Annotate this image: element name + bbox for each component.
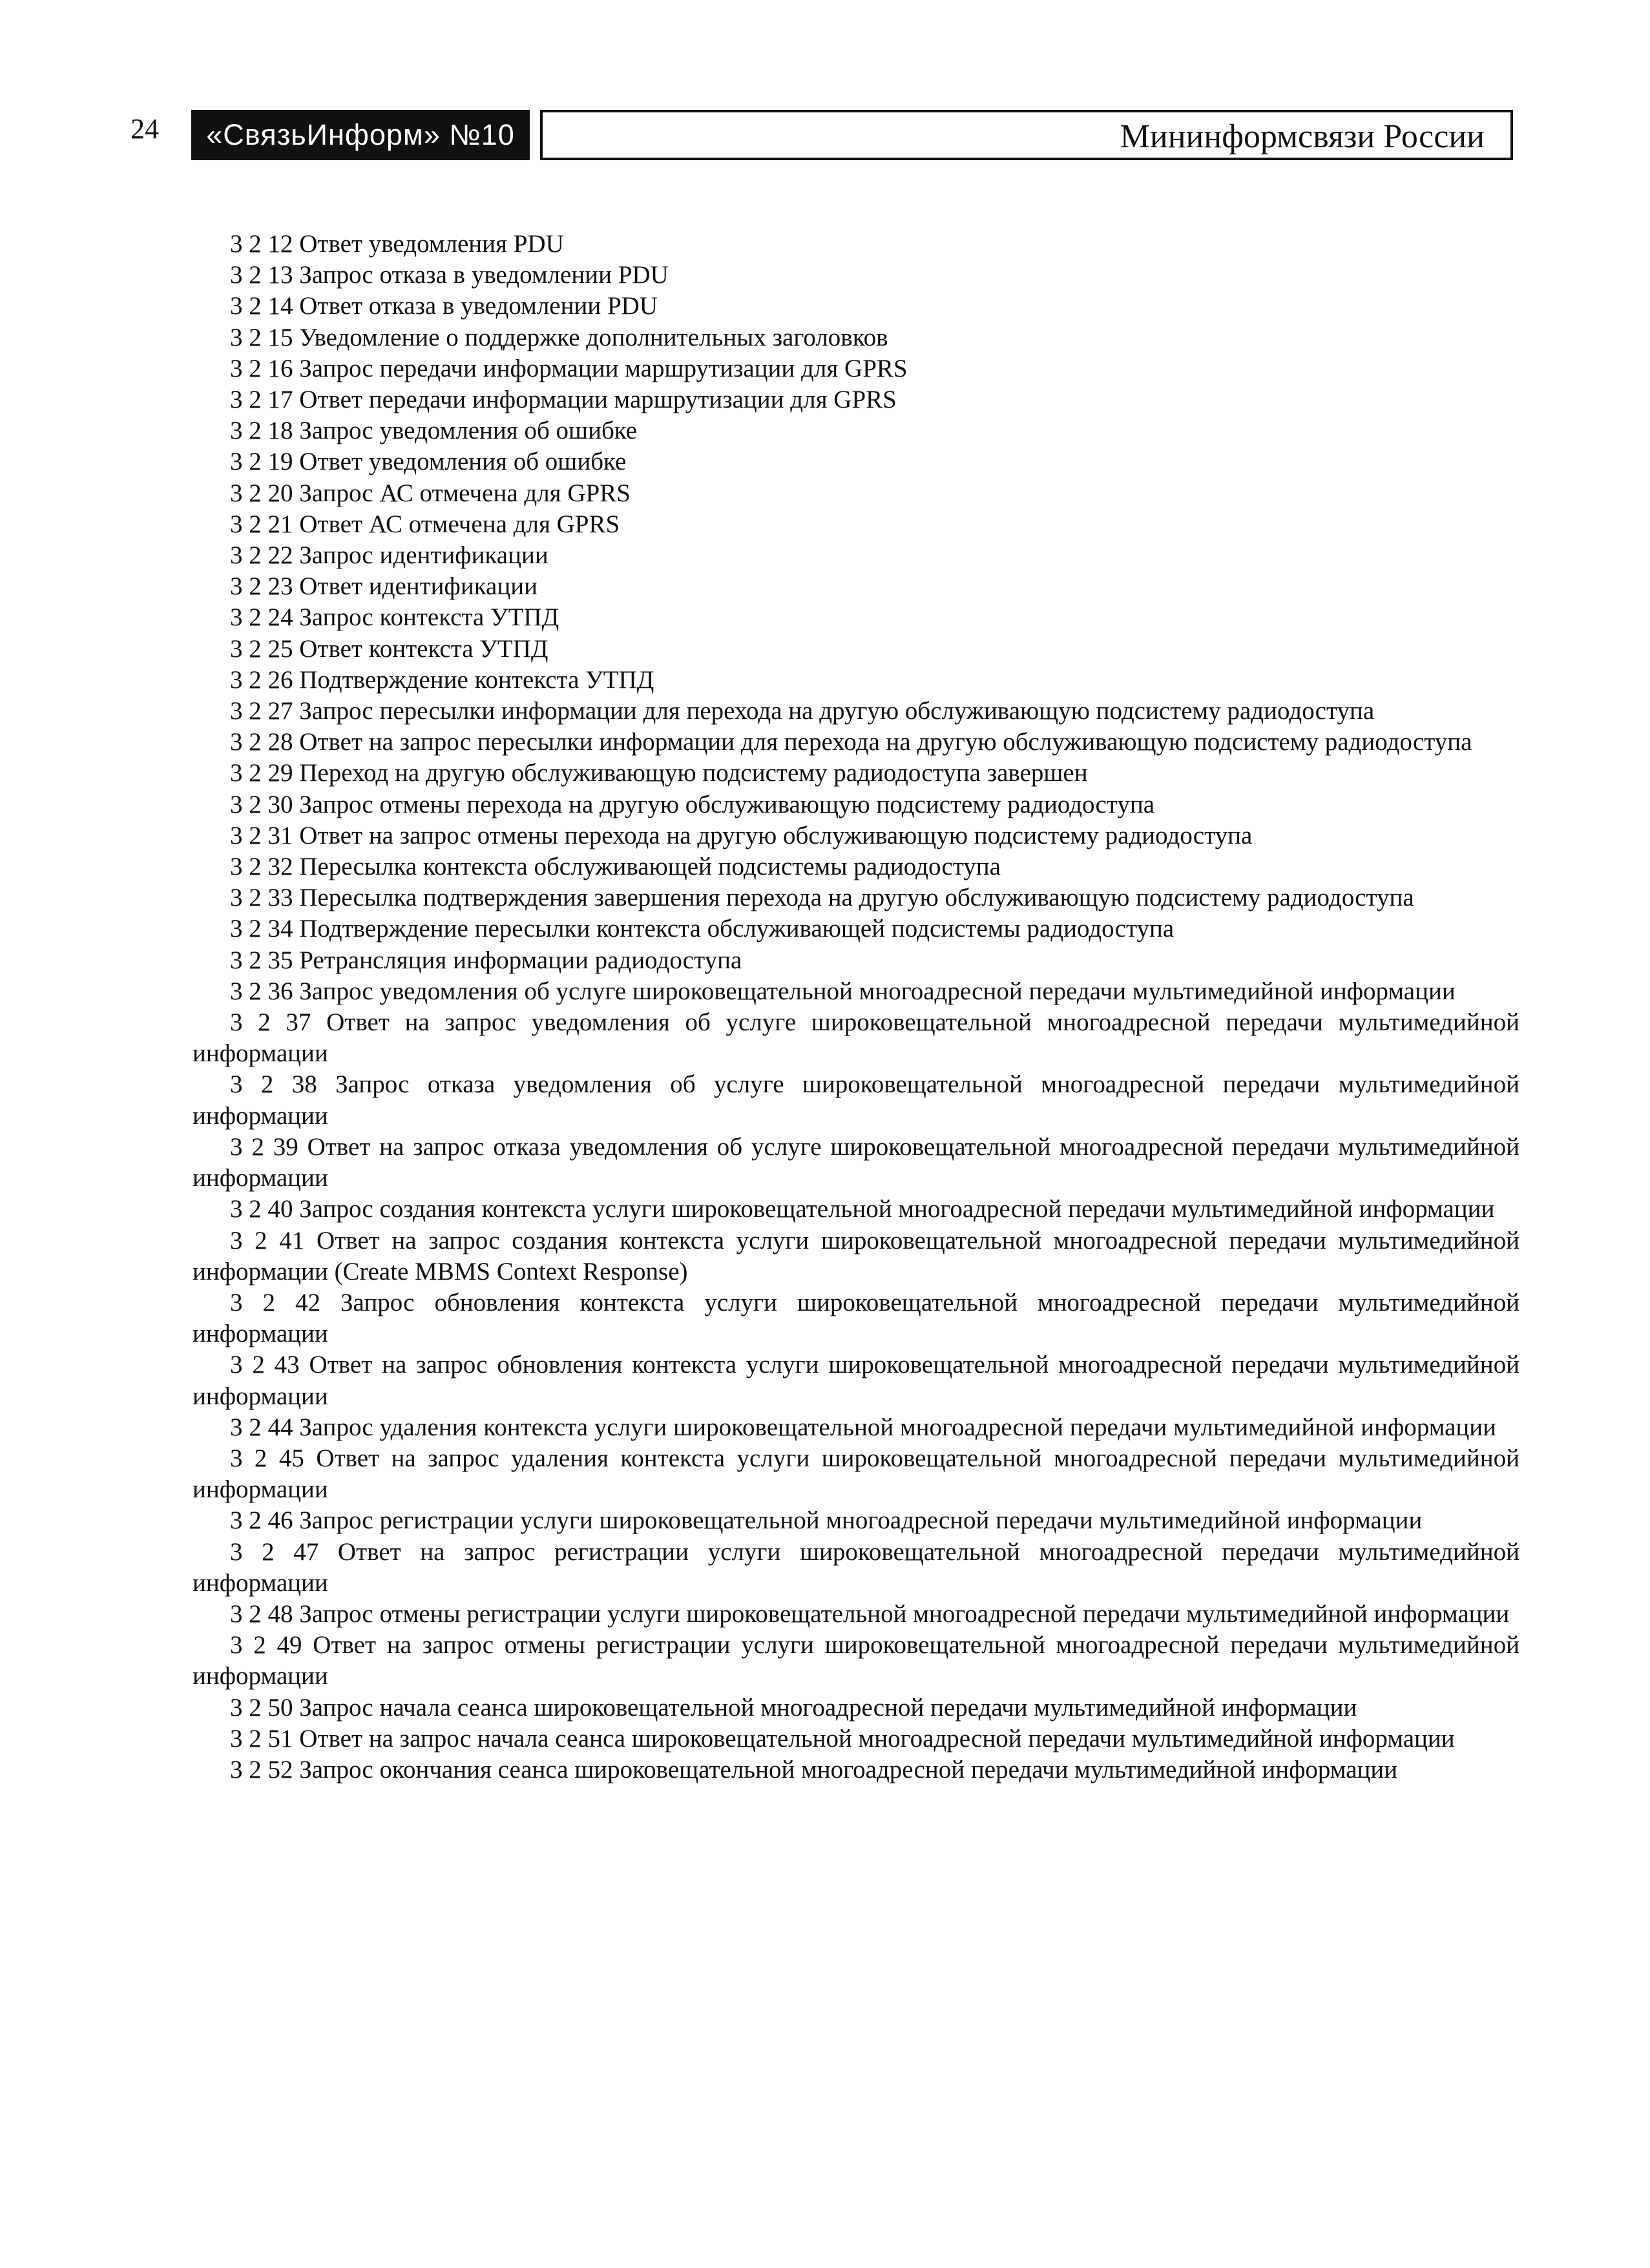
list-item — [193, 602, 1519, 633]
item-number: 3 2 49 — [230, 1631, 302, 1659]
list-item — [193, 260, 1519, 291]
item-text: Запрос отмены перехода на другую обслуживающую подсистему радиодоступа — [299, 790, 1155, 818]
list-item — [193, 229, 1519, 260]
item-number: 3 2 33 — [230, 884, 293, 912]
item-text: Ответ на запрос обновления контекста услуги широковещательной многоадресной передачи мультимедийной информации — [193, 1351, 1520, 1410]
list-item — [193, 353, 1519, 384]
list-item — [193, 945, 1519, 976]
list-item — [193, 1599, 1519, 1630]
list-item — [193, 1069, 1519, 1131]
item-number: 3 2 38 — [230, 1070, 317, 1099]
item-text: Ответ контекста УТПД — [299, 634, 548, 663]
item-text: Запрос начала сеанса широковещательной многоадресной передачи мультимедийной информации — [299, 1693, 1357, 1722]
list-item — [193, 1692, 1519, 1723]
item-text: Ответ отказа в уведомлении PDU — [299, 292, 658, 320]
list-item — [193, 1225, 1519, 1287]
item-number: 3 2 36 — [230, 977, 293, 1005]
list-item — [193, 478, 1519, 509]
item-number: 3 2 13 — [230, 261, 293, 289]
item-number: 3 2 15 — [230, 323, 293, 351]
list-item — [193, 727, 1519, 758]
item-text: Запрос обновления контекста услуги широковещательной многоадресной передачи мультимедийной информации — [193, 1288, 1520, 1348]
item-text: Ретрансляция информации радиодоступа — [299, 946, 742, 974]
item-number: 3 2 46 — [230, 1506, 293, 1535]
list-item — [193, 322, 1519, 353]
list-item — [193, 696, 1519, 727]
item-text: Запрос удаления контекста услуги широковещательной многоадресной передачи мультимедийной информации — [299, 1413, 1497, 1441]
item-text: Запрос пересылки информации для перехода на другую обслуживающую подсистему радиодоступа — [299, 697, 1375, 725]
item-text: Уведомление о поддержке дополнительных заголовков — [299, 323, 888, 351]
item-text: Ответ передачи информации маршрутизации для GPRS — [299, 386, 897, 414]
item-text: Ответ уведомления об ошибке — [299, 448, 627, 476]
item-number: 3 2 23 — [230, 572, 293, 601]
item-number: 3 2 42 — [230, 1288, 320, 1316]
journal-title-badge: «СвязьИнформ» №10 — [191, 110, 530, 160]
item-number: 3 2 20 — [230, 479, 293, 507]
item-number: 3 2 51 — [230, 1724, 293, 1753]
list-item — [193, 1443, 1519, 1505]
item-text: Ответ на запрос уведомления об услуге широковещательной многоадресной передачи мультимедийной информации — [193, 1008, 1520, 1068]
item-text: Ответ на запрос начала сеанса широковещательной многоадресной передачи мультимедийной информации — [299, 1724, 1455, 1753]
item-text: Ответ на запрос удаления контекста услуги широковещательной многоадресной передачи мультимедийной информации — [193, 1444, 1520, 1504]
item-number: 3 2 27 — [230, 697, 293, 725]
page-number: 24 — [131, 113, 159, 145]
item-number: 3 2 22 — [230, 541, 293, 570]
item-number: 3 2 52 — [230, 1755, 293, 1784]
item-number: 3 2 32 — [230, 853, 293, 881]
item-number: 3 2 12 — [230, 230, 293, 258]
item-number: 3 2 37 — [230, 1008, 311, 1037]
item-text: Пересылка подтверждения завершения перехода на другую обслуживающую подсистему радиодоступа — [299, 884, 1414, 912]
item-number: 3 2 16 — [230, 354, 293, 382]
item-number: 3 2 35 — [230, 946, 293, 974]
list-item — [193, 1287, 1519, 1349]
item-number: 3 2 40 — [230, 1195, 293, 1223]
item-text: Ответ уведомления PDU — [299, 230, 564, 258]
item-number: 3 2 18 — [230, 417, 293, 445]
section-list — [193, 229, 1519, 1785]
item-text: Ответ идентификации — [299, 572, 538, 601]
list-item — [193, 758, 1519, 789]
header-frame — [540, 110, 1513, 160]
list-item — [193, 665, 1519, 696]
item-text: Подтверждение контекста УТПД — [299, 665, 654, 694]
item-number: 3 2 50 — [230, 1693, 293, 1722]
list-item — [193, 851, 1519, 882]
list-item — [193, 634, 1519, 665]
item-text: Запрос контекста УТПД — [299, 603, 559, 632]
list-item — [193, 1194, 1519, 1225]
item-number: 3 2 28 — [230, 728, 293, 756]
item-text: Запрос окончания сеанса широковещательной многоадресной передачи мультимедийной информации — [299, 1755, 1398, 1784]
item-text: Переход на другую обслуживающую подсистему радиодоступа завершен — [299, 759, 1088, 787]
item-number: 3 2 24 — [230, 603, 293, 632]
item-number: 3 2 48 — [230, 1599, 293, 1628]
item-text: Запрос отмены регистрации услуги широковещательной многоадресной передачи мультимедийной информации — [299, 1599, 1510, 1628]
item-text: Запрос идентификации — [299, 541, 548, 570]
item-text: Запрос отказа уведомления об услуге широковещательной многоадресной передачи мультимедийной информации — [193, 1070, 1520, 1130]
item-text: Запрос регистрации услуги широковещательной многоадресной передачи мультимедийной информации — [299, 1506, 1423, 1535]
item-number: 3 2 29 — [230, 759, 293, 787]
list-item — [193, 571, 1519, 602]
item-number: 3 2 14 — [230, 292, 293, 320]
list-item — [193, 446, 1519, 477]
list-item — [193, 384, 1519, 415]
ministry-title: Мининформсвязи России — [1120, 118, 1485, 155]
item-number: 3 2 17 — [230, 386, 293, 414]
list-item — [193, 509, 1519, 540]
item-text: Ответ на запрос создания контекста услуги широковещательной многоадресной передачи мультимедийной информации (Create MBMS Context Response) — [193, 1226, 1520, 1285]
item-number: 3 2 19 — [230, 448, 293, 476]
list-item — [193, 976, 1519, 1007]
list-item — [193, 1505, 1519, 1536]
list-item — [193, 1132, 1519, 1194]
item-text: Ответ на запрос отмены регистрации услуги широковещательной многоадресной передачи мультимедийной информации — [193, 1631, 1520, 1691]
item-text: Запрос уведомления об ошибке — [299, 417, 638, 445]
item-text: Запрос передачи информации маршрутизации для GPRS — [299, 354, 908, 382]
item-number: 3 2 31 — [230, 821, 293, 849]
list-item — [193, 789, 1519, 820]
list-item — [193, 1412, 1519, 1443]
list-item — [193, 1349, 1519, 1411]
list-item — [193, 1754, 1519, 1785]
item-number: 3 2 26 — [230, 665, 293, 694]
item-number: 3 2 44 — [230, 1413, 293, 1441]
item-number: 3 2 43 — [230, 1351, 300, 1379]
item-number: 3 2 34 — [230, 915, 293, 943]
item-text: Ответ на запрос отказа уведомления об услуге широковещательной многоадресной передачи мультимедийной информации — [193, 1132, 1520, 1192]
item-text: Ответ на запрос пересылки информации для перехода на другую обслуживающую подсистему радиодоступа — [299, 728, 1472, 756]
list-item — [193, 1630, 1519, 1692]
list-item — [193, 913, 1519, 944]
list-item — [193, 1537, 1519, 1599]
item-number: 3 2 25 — [230, 634, 293, 663]
list-item — [193, 882, 1519, 913]
item-text: Пересылка контекста обслуживающей подсистемы радиодоступа — [299, 853, 1001, 881]
item-text: Запрос отказа в уведомлении PDU — [299, 261, 669, 289]
item-text: Запрос АС отмечена для GPRS — [299, 479, 631, 507]
item-text: Ответ АС отмечена для GPRS — [299, 510, 620, 538]
list-item — [193, 820, 1519, 851]
item-number: 3 2 45 — [230, 1444, 304, 1472]
list-item — [193, 415, 1519, 446]
item-number: 3 2 21 — [230, 510, 293, 538]
item-number: 3 2 30 — [230, 790, 293, 818]
list-item — [193, 1723, 1519, 1754]
item-text: Запрос уведомления об услуге широковещательной многоадресной передачи мультимедийной информации — [299, 977, 1456, 1005]
item-text: Ответ на запрос регистрации услуги широковещательной многоадресной передачи мультимедийной информации — [193, 1537, 1519, 1597]
item-text: Запрос создания контекста услуги широковещательной многоадресной передачи мультимедийной информации — [299, 1195, 1495, 1223]
list-item — [193, 1007, 1519, 1069]
item-number: 3 2 41 — [230, 1226, 305, 1254]
list-item — [193, 291, 1519, 322]
item-number: 3 2 47 — [230, 1537, 319, 1566]
item-text: Ответ на запрос отмены перехода на другую обслуживающую подсистему радиодоступа — [299, 821, 1253, 849]
item-number: 3 2 39 — [230, 1132, 298, 1161]
list-item — [193, 540, 1519, 571]
item-text: Подтверждение пересылки контекста обслуживающей подсистемы радиодоступа — [299, 915, 1175, 943]
